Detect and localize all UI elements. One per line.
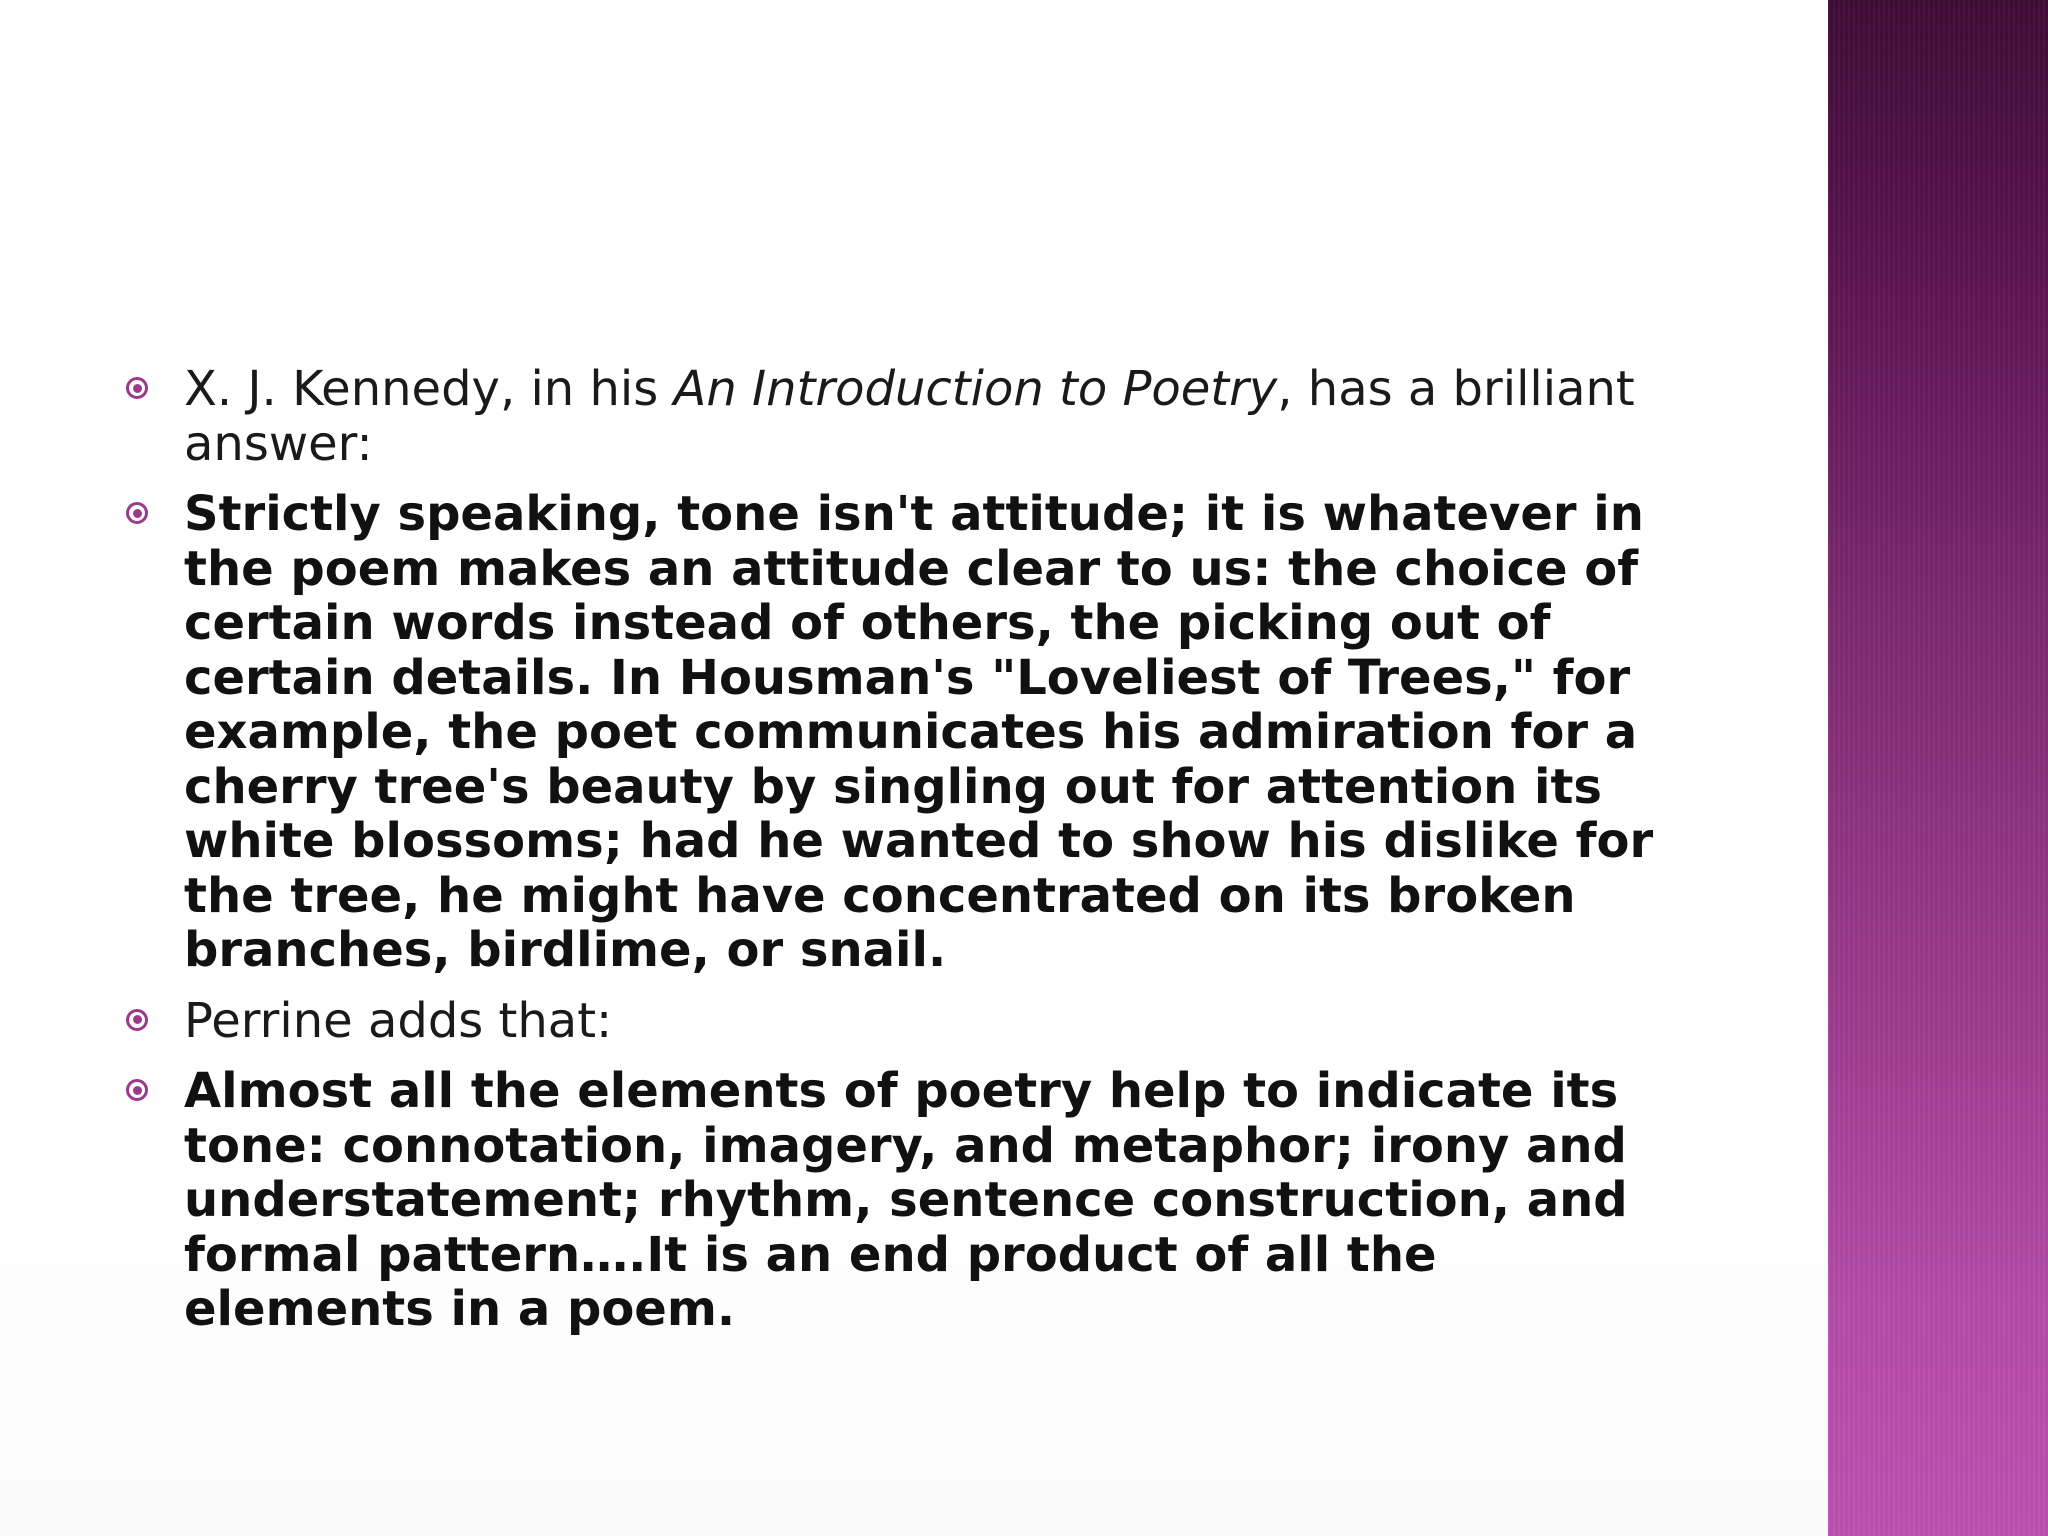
bullet-kennedy-quote xyxy=(120,487,1700,978)
bullet-text: Perrine adds that: xyxy=(184,992,613,1049)
bullet-kennedy-intro xyxy=(120,362,1700,471)
circled-dot-icon xyxy=(126,377,148,399)
bullet-text: Almost all the elements of poetry help to indicate its tone: connotation, imagery, and metaphor; irony and understatement; rhythm, sentence construction, and formal pattern….It is an end product of all the elements in a poem. xyxy=(184,1063,1628,1337)
bullet-text-before: X. J. Kennedy, in his xyxy=(184,361,674,417)
circled-dot-icon xyxy=(126,1009,148,1031)
bullet-perrine-quote xyxy=(120,1064,1700,1337)
bullet-text: Strictly speaking, tone isn't attitude; it is whatever in the poem makes an attitude clear to us: the choice of certain words instead of others, the picking out of certain details. In Housman's "Loveliest of Trees," for example, the poet communicates his admiration for a cherry tree's beauty by singling out for attention its white blossoms; had he wanted to show his dislike for the tree, he might have concentrated on its broken branches, birdlime, or snail. xyxy=(184,486,1654,978)
slide-content xyxy=(120,362,1700,1353)
circled-dot-icon xyxy=(126,1079,148,1101)
decorative-side-band xyxy=(1828,0,2048,1536)
book-title: An Introduction to Poetry xyxy=(673,361,1278,417)
bullet-text xyxy=(184,362,1700,471)
circled-dot-icon xyxy=(126,502,148,524)
bullet-perrine-intro xyxy=(120,994,1700,1049)
bullet-text-after: , has a brilliant answer: xyxy=(184,361,1635,472)
